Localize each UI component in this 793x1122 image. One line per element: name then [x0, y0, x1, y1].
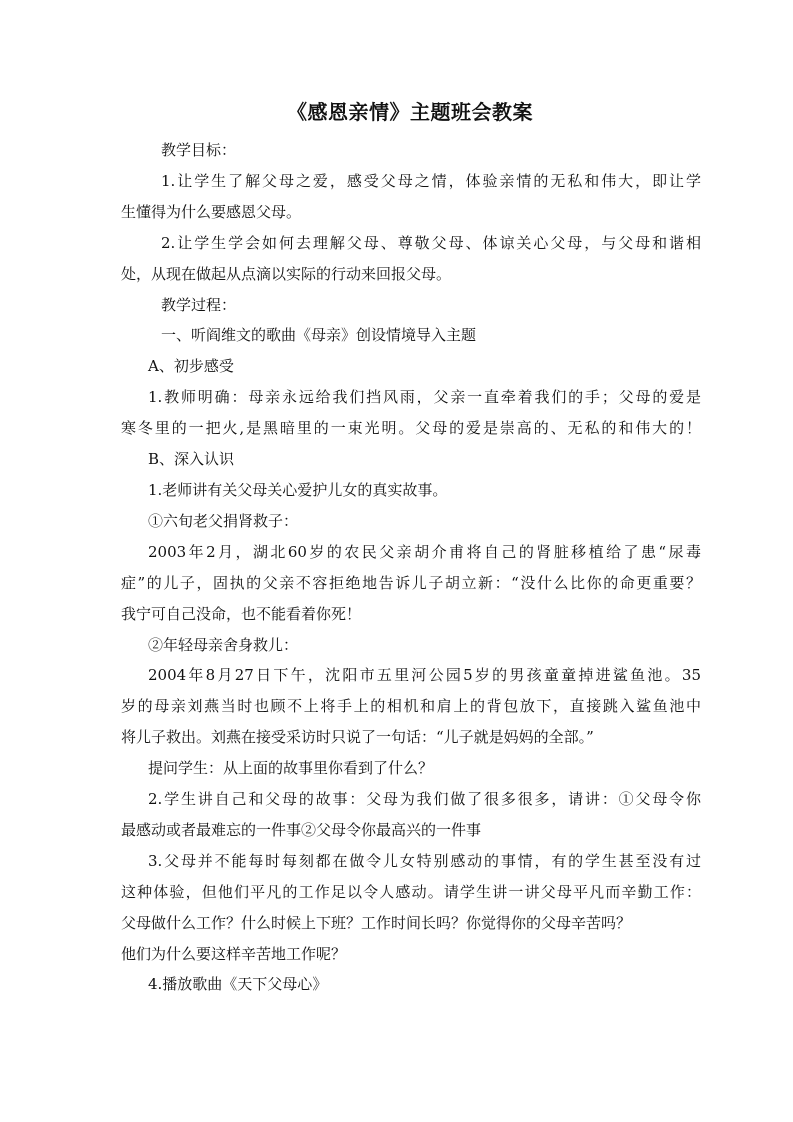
paragraph-line: 提问学生：从上面的故事里你看到了什么？ — [148, 759, 434, 778]
paragraph-line: 他们为什么要这样辛苦地工作呢？ — [121, 944, 347, 963]
paragraph-line: 2.让学生学会如何去理解父母、尊敬父母、体谅关心父母，与父母和谐相 — [161, 233, 701, 252]
paragraph-line: 生懂得为什么要感恩父母。 — [121, 202, 302, 221]
paragraph-line: 1.让学生了解父母之爱，感受父母之情，体验亲情的无私和伟大，即让学 — [161, 171, 701, 190]
paragraph-line: 3.父母并不能每时每刻都在做令儿女特别感动的事情，有的学生甚至没有过 — [148, 851, 701, 870]
paragraph-line: 症”的儿子，固执的父亲不容拒绝地告诉儿子胡立新：“没什么比你的命更重要？ — [121, 573, 701, 592]
paragraph-line: 1.老师讲有关父母关心爱护儿女的真实故事。 — [148, 480, 448, 499]
paragraph-line: 2.学生讲自己和父母的故事：父母为我们做了很多很多，请讲：①父母令你 — [148, 790, 701, 809]
paragraph-line: 岁的母亲刘燕当时也顾不上将手上的相机和肩上的背包放下，直接跳入鲨鱼池中 — [121, 697, 701, 716]
paragraph-line: 这种体验，但他们平凡的工作足以令人感动。请学生讲一讲父母平凡而辛勤工作： — [121, 882, 701, 901]
paragraph-line: 2003年2月，湖北60岁的农民父亲胡介甫将自己的肾脏移植给了患“尿毒 — [148, 542, 701, 561]
paragraph-line: 将儿子救出。刘燕在接受采访时只说了一句话：“儿子就是妈妈的全部。” — [121, 728, 594, 747]
paragraph-line: 我宁可自己没命，也不能看着你死！ — [121, 604, 362, 623]
story-heading: ①六旬老父捐肾救子： — [148, 511, 299, 530]
paragraph-line: 父母做什么工作？什么时候上下班？工作时间长吗？你觉得你的父母辛苦吗？ — [121, 913, 632, 932]
document-body — [121, 135, 701, 1000]
section-heading: 教学目标： — [161, 141, 237, 159]
paragraph-line: 最感动或者最难忘的一件事②父母令你最高兴的一件事 — [121, 820, 482, 839]
section-heading: 教学过程： — [161, 295, 237, 314]
document-title: 《感恩亲情》主题班会教案 — [287, 100, 533, 124]
paragraph-line: 4.播放歌曲《天下父母心》 — [148, 975, 328, 994]
subsection-heading: A、初步感受 — [148, 357, 234, 376]
paragraph-line: 1.教师明确：母亲永远给我们挡风雨，父亲一直牵着我们的手；父母的爱是 — [148, 388, 701, 407]
subsection-heading: B、深入认识 — [148, 450, 235, 469]
section-heading: 一、听阎维文的歌曲《母亲》创设情境导入主题 — [161, 326, 477, 345]
paragraph-line: 寒冬里的一把火,是黑暗里的一束光明。父母的爱是崇高的、无私的和伟大的！ — [121, 419, 701, 438]
story-heading: ②年轻母亲舍身救儿： — [148, 635, 299, 654]
paragraph-line: 处，从现在做起从点滴以实际的行动来回报父母。 — [121, 264, 452, 283]
paragraph-line: 2004年8月27日下午，沈阳市五里河公园5岁的男孩童童掉进鲨鱼池。35 — [148, 666, 701, 685]
